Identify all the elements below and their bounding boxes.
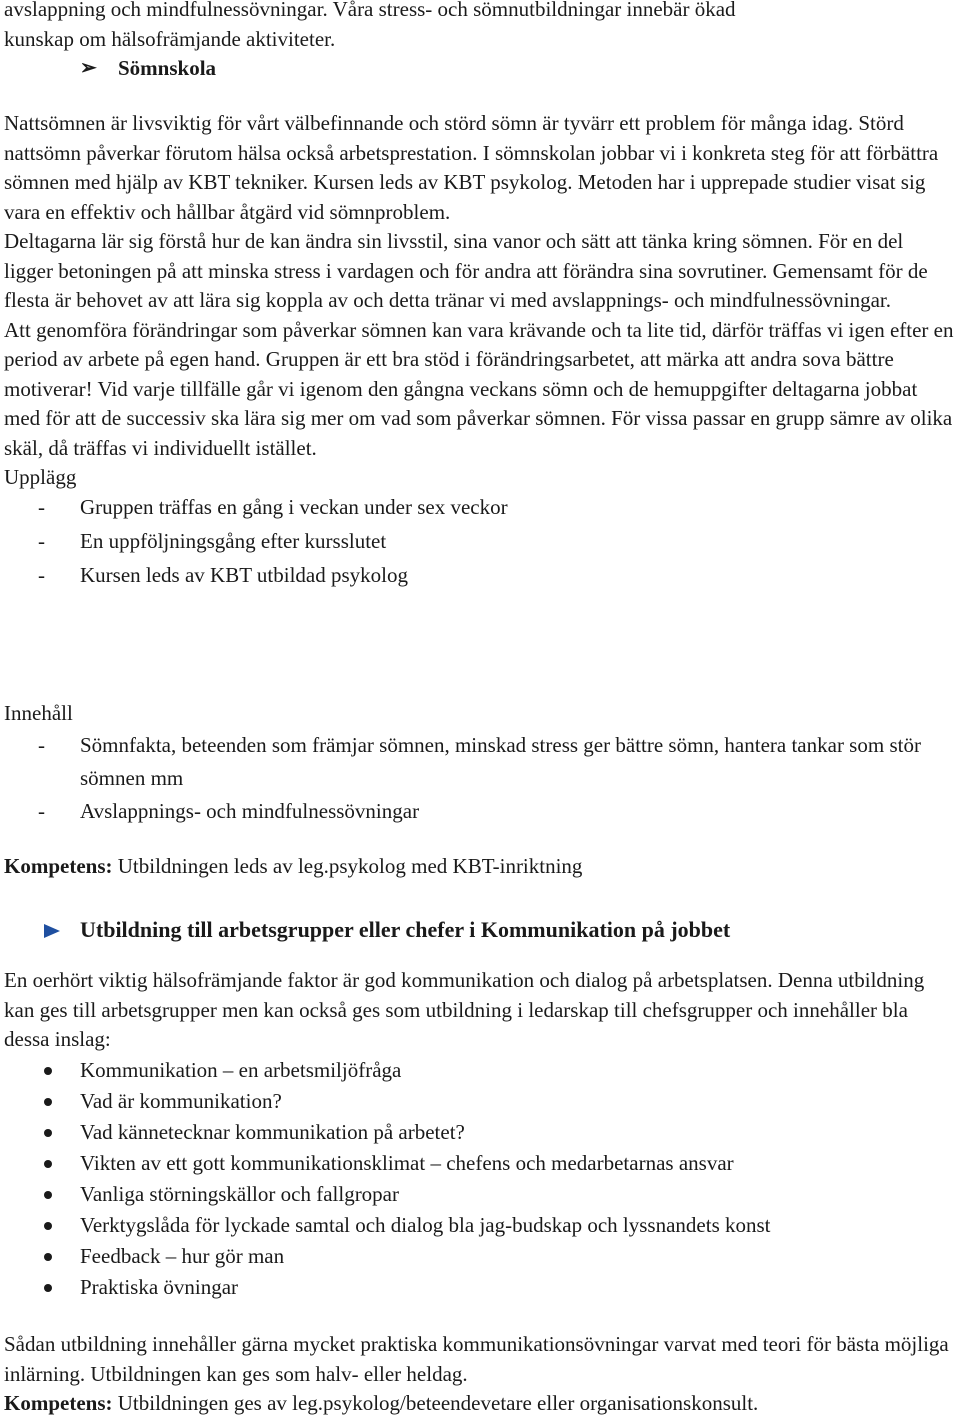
upplagg-list: [4, 493, 954, 591]
chevron-right-icon: ➢: [80, 57, 97, 79]
list-item: - Avslappnings- och mindfulnessövningar: [38, 798, 420, 823]
kommunikation-section: [4, 966, 954, 1303]
triangle-right-icon: [44, 924, 60, 938]
kommunikation-heading-text: Utbildning till arbetsgrupper eller chefer i Kommunikation på jobbet: [80, 917, 731, 942]
list-item: Vad kännetecknar kommunikation på arbetet?: [4, 1117, 954, 1148]
list-item: Verktygslåda för lyckade samtal och dialog bla jag-budskap och lyssnandets konst: [4, 1210, 954, 1241]
bullet-icon: [44, 1160, 52, 1168]
somnskola-section: [4, 109, 954, 595]
bullet-icon: [44, 1284, 52, 1292]
upplagg-label: Upplägg: [4, 465, 77, 489]
somnskola-paragraph-3: Att genomföra förändringar som påverkar sömnen kan vara krävande och ta lite tid, därför träffas vi igen efter en period av arbete på egen hand. Gruppen är ett bra stöd i förändringsarbetet, att märka att andra sova bättre motiverar! Vid varje tillfälle går vi igenom den gångna veckans sömn och de hemuppgifter deltagarna jobbat med för att de successiv ska lära sig mer om vad som påverkar sömnen. För vissa passar en grupp sämre av olika skäl, då träffas vi individuellt istället.: [4, 317, 954, 460]
bullet-icon: [44, 1222, 52, 1230]
kommunikation-outro: Sådan utbildning innehåller gärna mycket praktiska kommunikationsövningar varvat med teori för bästa möjliga inlärning. Utbildningen kan ges som halv- eller heldag.: [4, 1332, 949, 1386]
list-item: Kommunikation – en arbetsmiljöfråga: [4, 1055, 954, 1086]
innehall-section: [4, 699, 954, 828]
somnskola-heading: [80, 54, 217, 84]
bullet-icon: [44, 1191, 52, 1199]
bullet-icon: [44, 1067, 52, 1075]
list-item: Vanliga störningskällor och fallgropar: [4, 1179, 954, 1210]
innehall-label: Innehåll: [4, 701, 73, 725]
list-item: - Kursen leds av KBT utbildad psykolog: [38, 562, 409, 587]
list-item: Vad är kommunikation?: [4, 1086, 954, 1117]
kommunikation-list: [4, 1055, 954, 1303]
bullet-icon: [44, 1098, 52, 1106]
somnskola-paragraph-2: Deltagarna lär sig förstå hur de kan ändra sin livsstil, sina vanor och sätt att tänka kring sömnen. För en del ligger betoningen på att minska stress i vardagen och för andra att förändra sina sovrutiner. Gemensamt för de flesta är behovet av att lära sig koppla av och detta tränar vi med avslappnings- och mindfulnessövningar.: [4, 229, 928, 312]
kommunikation-intro: En oerhört viktig hälsofrämjande faktor är god kommunikation och dialog på arbetsplatsen. Denna utbildning kan ges till arbetsgrupper men kan också ges som utbildning i ledarskap till chefsgrupper och innehåller bla dessa inslag:: [4, 968, 925, 1051]
kompetens-text: Utbildningen ges av leg.psykolog/beteendevetare eller organisationskonsult.: [112, 1391, 759, 1415]
bullet-icon: [44, 1253, 52, 1261]
list-item: - Gruppen träffas en gång i veckan under sex veckor: [38, 494, 508, 519]
kommunikation-kompetens: [4, 1389, 954, 1419]
list-item: Praktiska övningar: [4, 1272, 954, 1303]
list-item: Feedback – hur gör man: [4, 1241, 954, 1272]
somnskola-kompetens: [4, 852, 954, 882]
somnskola-heading-text: Sömnskola: [118, 56, 217, 80]
kommunikation-heading: [80, 915, 730, 945]
intro-text: [4, 0, 954, 54]
somnskola-paragraph-1: Nattsömnen är livsviktig för vårt välbefinnande och störd sömn är tyvärr ett problem för många idag. Störd nattsömn påverkar förutom hälsa också arbetsprestation. I sömnskolan jobbar vi i konkreta steg för att förbättra sömnen med hjälp av KBT tekniker. Kursen leds av KBT psykolog. Metoden har i upprepade studier visat sig vara en effektiv och hållbar åtgärd vid sömnproblem.: [4, 111, 939, 224]
intro-line-1: avslappning och mindfulnessövningar. Våra stress- och sömnutbildningar innebär ökad: [4, 0, 736, 21]
list-item: - Sömnfakta, beteenden som främjar sömnen, minskad stress ger bättre sömn, hantera tankar som stör sömnen mm: [38, 732, 921, 790]
kompetens-label: Kompetens:: [4, 854, 113, 878]
bullet-icon: [44, 1129, 52, 1137]
kompetens-text: Utbildningen leds av leg.psykolog med KBT-inriktning: [112, 854, 583, 878]
kompetens-label: Kompetens:: [4, 1391, 113, 1415]
intro-line-2: kunskap om hälsofrämjande aktiviteter.: [4, 26, 336, 51]
innehall-list: [4, 729, 954, 828]
kommunikation-outro-section: [4, 1330, 954, 1419]
list-item: - En uppföljningsgång efter kursslutet: [38, 528, 387, 553]
list-item: Vikten av ett gott kommunikationsklimat – chefens och medarbetarnas ansvar: [4, 1148, 954, 1179]
